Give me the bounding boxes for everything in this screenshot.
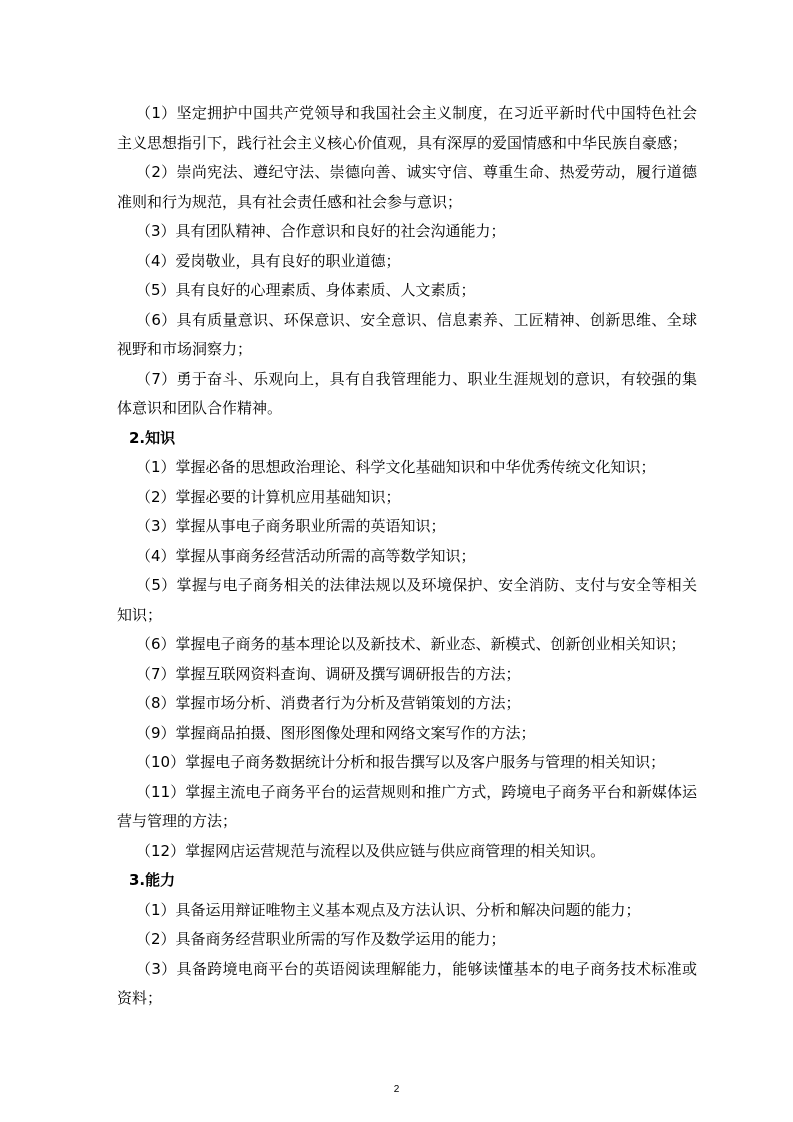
knowledge-item-10: （10）掌握电子商务数据统计分析和报告撰写以及客户服务与管理的相关知识；: [136, 753, 666, 771]
knowledge-item-8: （8）掌握市场分析、消费者行为分析及营销策划的方法；: [136, 694, 521, 712]
knowledge-item-6: （6）掌握电子商务的基本理论以及新技术、新业态、新模式、创新创业相关知识；: [136, 635, 686, 653]
knowledge-heading: 2.知识: [129, 428, 176, 447]
quality-item-1: （1）坚定拥护中国共产党领导和我国社会主义制度，在习近平新时代中国特色社会主义思想指引下，践行社会主义核心价值观，具有深厚的爱国情感和中华民族自豪感；: [117, 104, 697, 152]
knowledge-item-4: （4）掌握从事商务经营活动所需的高等数学知识；: [136, 546, 476, 565]
knowledge-item-12: （12）掌握网店运营规范与流程以及供应链与供应商管理的相关知识。: [136, 841, 606, 860]
quality-item-3: （3）具有团队精神、合作意识和良好的社会沟通能力；: [136, 222, 506, 240]
quality-item-6: （6）具有质量意识、环保意识、安全意识、信息素养、工匠精神、创新思维、全球视野和市场洞察力；: [117, 310, 697, 358]
ability-heading: 3.能力: [129, 871, 176, 889]
quality-item-4: （4）爱岗敬业，具有良好的职业道德；: [136, 251, 401, 270]
knowledge-item-5: （5）掌握与电子商务相关的法律法规以及环境保护、安全消防、支付与安全等相关知识；: [117, 576, 697, 624]
knowledge-item-2: （2）掌握必要的计算机应用基础知识；: [136, 487, 401, 506]
quality-item-2: （2）崇尚宪法、遵纪守法、崇德向善、诚实守信、尊重生命、热爱劳动，履行道德准则和行为规范，具有社会责任感和社会参与意识；: [117, 163, 697, 211]
knowledge-item-3: （3）掌握从事电子商务职业所需的英语知识；: [136, 517, 446, 535]
document-body: [117, 99, 697, 1014]
ability-item-2: （2）具备商务经营职业所需的写作及数学运用的能力；: [136, 930, 506, 948]
knowledge-item-1: （1）掌握必备的思想政治理论、科学文化基础知识和中华优秀传统文化知识；: [136, 458, 656, 476]
quality-item-5: （5）具有良好的心理素质、身体素质、人文素质；: [136, 281, 476, 299]
knowledge-item-11: （11）掌握主流电子商务平台的运营规则和推广方式，跨境电子商务平台和新媒体运营与管理的方法；: [117, 782, 697, 830]
knowledge-item-9: （9）掌握商品拍摄、图形图像处理和网络文案写作的方法；: [136, 723, 536, 742]
knowledge-item-7: （7）掌握互联网资料查询、调研及撰写调研报告的方法；: [136, 664, 521, 683]
ability-item-1: （1）具备运用辩证唯物主义基本观点及方法认识、分析和解决问题的能力；: [136, 900, 641, 919]
quality-item-7: （7）勇于奋斗、乐观向上，具有自我管理能力、职业生涯规划的意识，有较强的集体意识和团队合作精神。: [117, 369, 697, 417]
page-number: 2: [393, 1084, 400, 1095]
ability-item-3: （3）具备跨境电商平台的英语阅读理解能力，能够读懂基本的电子商务技术标准或资料；: [117, 959, 697, 1007]
